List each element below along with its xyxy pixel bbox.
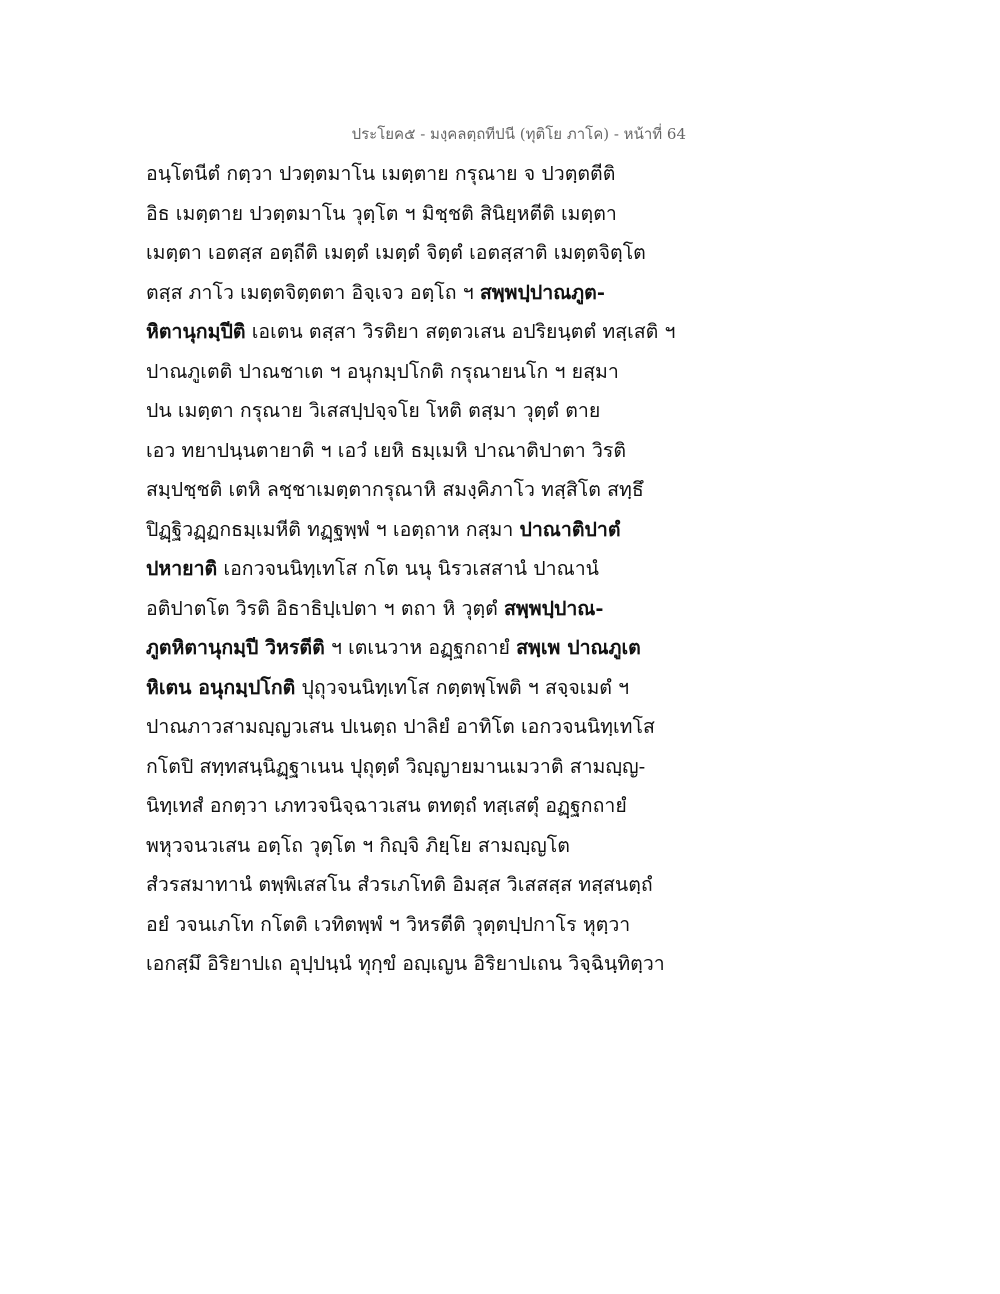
text-run: เอเตน ตสฺสา วิรติยา สตฺตวเสน อปริยนฺตตํ ทสฺเสติ ฯ [245,320,676,343]
text-run: เอกวจนนิทฺเทโส กโต นนุ นิรวเสสานํ ปาณานํ [217,557,599,580]
text-run: กโตปิ สทฺทสนฺนิฏฺฐาเนน ปุถุตฺตํ วิญฺญายมานเมวาติ สามญฺญ- [146,754,646,778]
text-line-20 [146,909,746,949]
text-line-16 [146,751,746,791]
text-run: สํวรสมาทานํ ตพฺพิเสสโน สํวรเภโทติ อิมสฺส วิเสสสฺส ทสฺสนตฺถํ [146,873,653,896]
text-run: ปิฏฺฐิวฏฺฏกธมฺเมหีติ ทฏฺฐพฺพํ ฯ เอตฺถาห กสฺมา [146,517,520,541]
bold-term: หิตานุกมฺปีติ [146,320,246,343]
text-run: อยํ วจนเภโท กโตติ เวทิตพฺพํ ฯ วิหรตีติ วุตฺตปฺปกาโร หุตฺวา [146,912,631,936]
text-run: อติปาตโต วิรติ อิธาธิปฺเปตา ฯ ตถา หิ วุตฺตํ [146,596,504,620]
bold-term: ภูตหิตานุกมฺปี วิหรตีติ [146,636,325,659]
bold-term: ปาณาติปาตํ [519,517,621,541]
text-line-1 [146,158,746,198]
text-line-2 [146,198,746,238]
text-line-21 [146,948,746,988]
text-line-8 [146,435,746,475]
text-line-11 [146,553,746,593]
text-run: ตสฺส ภาโว เมตฺตจิตฺตตา อิจฺเจว อตฺโถ ฯ [146,280,480,304]
bold-term: สพฺเพ ปาณภูเต [516,636,641,659]
text-line-5 [146,316,746,356]
text-line-6 [146,356,746,396]
text-line-15 [146,711,746,751]
text-run: อนฺโตนีตํ กตฺวา ปวตฺตมาโน เมตฺตาย กรุณาย จ ปวตฺตตีติ [146,162,616,185]
text-run: ปาณภูเตติ ปาณชาเต ฯ อนุกมฺปโกติ กรุณายนโก ฯ ยสฺมา [146,359,619,383]
text-run: นิทฺเทสํ อกตฺวา เภทวจนิจฺฉาวเสน ตทตฺถํ ทสฺเสตุํ อฏฺฐกถายํ [146,794,627,817]
text-run: ปาณภาวสามญฺญวเสน ปเนตฺถ ปาลิยํ อาทิโต เอกวจนนิทฺเทโส [146,715,655,738]
text-line-19 [146,869,746,909]
text-line-10 [146,514,746,554]
text-run: อิธ เมตฺตาย ปวตฺตมาโน วุตฺโต ฯ มิชฺชติ สินิยฺหตีติ เมตฺตา [146,201,617,225]
text-run: ฯ เตเนวาห อฏฺฐกถายํ [324,636,517,659]
text-line-4 [146,277,746,317]
text-line-7 [146,395,746,435]
text-line-13 [146,632,746,672]
text-run: เมตฺตา เอตสฺส อตฺถีติ เมตฺตํ เมตฺตํ จิตฺตํ เอตสฺสาติ เมตฺตจิตฺโต [146,241,646,264]
bold-term: หิเตน อนุกมฺปโกติ [146,675,296,699]
text-line-3 [146,237,746,277]
text-run: เอกสฺมึ อิริยาปเถ อุปฺปนฺนํ ทุกฺขํ อญฺเญน อิริยาปเถน วิจฺฉินฺทิตฺวา [146,952,665,975]
text-run: พหุวจนวเสน อตฺโถ วุตฺโต ฯ กิญฺจิ ภิยฺโย สามญฺญโต [146,833,570,857]
page-header: ประโยค๕ - มงฺคลตฺถทีปนี (ทุติโย ภาโค) - หน้าที่ 64 [351,125,686,143]
body-text [146,158,746,988]
text-line-12 [146,593,746,633]
text-line-18 [146,830,746,870]
text-run: ปุถุวจนนิทฺเทโส กตฺตพฺโพติ ฯ สจฺจเมตํ ฯ [295,675,630,699]
text-line-9 [146,474,746,514]
text-line-17 [146,790,746,830]
text-line-14 [146,672,746,712]
bold-term: สพฺพปฺปาณ- [503,596,604,620]
bold-term: สพฺพปฺปาณภูต- [479,280,605,304]
bold-term: ปหายาติ [146,557,218,580]
text-run: เอว ทยาปนฺนตายาติ ฯ เอวํ เยหิ ธมฺเมหิ ปาณาติปาตา วิรติ [146,438,627,462]
text-run: สมฺปชฺชติ เตหิ ลชฺชาเมตฺตากรุณาหิ สมงฺคิภาโว ทสฺสิโต สทฺธึ [146,478,644,501]
text-run: ปน เมตฺตา กรุณาย วิเสสปฺปจฺจโย โหติ ตสฺมา วุตฺตํ ตาย [146,399,601,422]
